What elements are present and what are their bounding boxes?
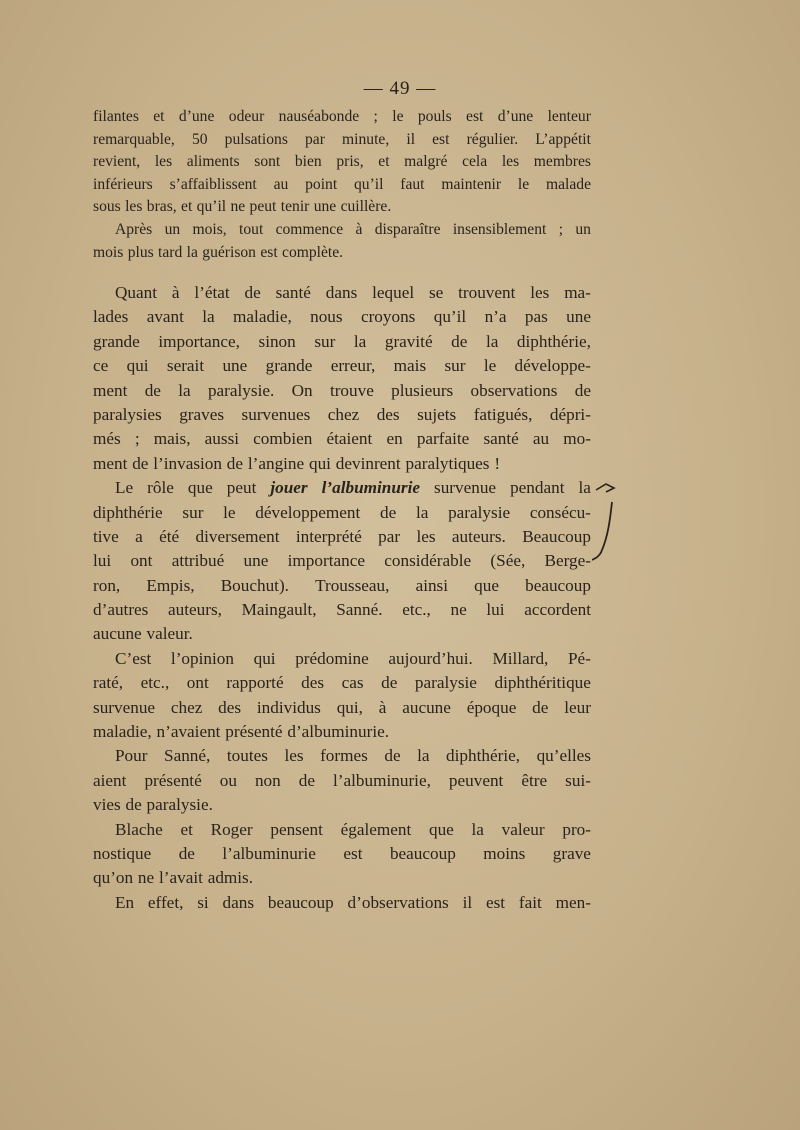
text-line: vies de paralysie. bbox=[93, 795, 213, 815]
text-line: més ; mais, aussi combien étaient en parfaite santé au mo- bbox=[93, 429, 591, 449]
margin-pencil-mark bbox=[592, 476, 626, 566]
text-line: paralysies graves survenues chez des sujets fatigués, dépri- bbox=[93, 404, 591, 424]
text-line: revient, les aliments sont bien pris, et malgré cela les membres bbox=[93, 153, 591, 171]
text-line: raté, etc., ont rapporté des cas de paralysie diphthéritique bbox=[93, 673, 591, 693]
text-line: mois plus tard la guérison est complète. bbox=[93, 243, 344, 261]
page-number: — 49 — bbox=[363, 78, 437, 99]
text-line: C’est l’opinion qui prédomine aujourd’hui. Millard, Pé- bbox=[115, 648, 591, 668]
text-line: diphthérie sur le développement de la paralysie consécu- bbox=[93, 502, 591, 522]
text-line: En effet, si dans beaucoup d’observations il est fait men- bbox=[115, 892, 591, 912]
text-line: survenue chez des individus qui, à aucune époque de leur bbox=[93, 697, 591, 717]
text-line: ron, Empis, Bouchut). Trousseau, ainsi que beaucoup bbox=[93, 575, 591, 595]
text-line: lui ont attribué une importance considérable (Sée, Berge- bbox=[93, 551, 591, 571]
text-line: Quant à l’état de santé dans lequel se trouvent les ma- bbox=[115, 283, 591, 302]
text-line: tive a été diversement interprété par les auteurs. Beaucoup bbox=[93, 526, 591, 546]
text-line: inférieurs s’affaiblissent au point qu’il faut maintenir le malade bbox=[93, 175, 591, 193]
text-line: grande importance, sinon sur la gravité de la diphthérie, bbox=[93, 331, 591, 351]
text-line: Pour Sanné, toutes les formes de la diphthérie, qu’elles bbox=[115, 746, 591, 766]
text-line: ce qui serait une grande erreur, mais sur le développe- bbox=[93, 356, 591, 376]
text-line: aient présenté ou non de l’albuminurie, peuvent être sui- bbox=[93, 770, 591, 790]
text-line: ment de la paralysie. On trouve plusieurs observations de bbox=[93, 380, 591, 400]
text-line: Le rôle que peut jouer l’albuminurie survenue pendant la bbox=[115, 478, 591, 498]
top-text-block bbox=[93, 106, 591, 264]
text-line: lades avant la maladie, nous croyons qu’il n’a pas une bbox=[93, 307, 591, 327]
text-line: qu’on ne l’avait admis. bbox=[93, 868, 254, 888]
text-line: aucune valeur. bbox=[93, 624, 193, 644]
text-line: filantes et d’une odeur nauséabonde ; le pouls est d’une lenteur bbox=[93, 108, 591, 125]
text-line: d’autres auteurs, Maingault, Sanné. etc., ne lui accordent bbox=[93, 600, 591, 620]
text-line: ment de l’invasion de l’angine qui devinrent paralytiques ! bbox=[93, 453, 501, 473]
text-line: remarquable, 50 pulsations par minute, il est régulier. L’appétit bbox=[93, 130, 591, 148]
text-line: sous les bras, et qu’il ne peut tenir une cuillère. bbox=[93, 198, 392, 216]
text-line: maladie, n’avaient présenté d’albuminurie. bbox=[93, 722, 390, 742]
main-text-block bbox=[93, 281, 591, 915]
text-line: Blache et Roger pensent également que la valeur pro- bbox=[115, 819, 591, 839]
text-line: nostique de l’albuminurie est beaucoup moins grave bbox=[93, 843, 591, 863]
text-line: Après un mois, tout commence à disparaître insensiblement ; un bbox=[115, 220, 591, 238]
